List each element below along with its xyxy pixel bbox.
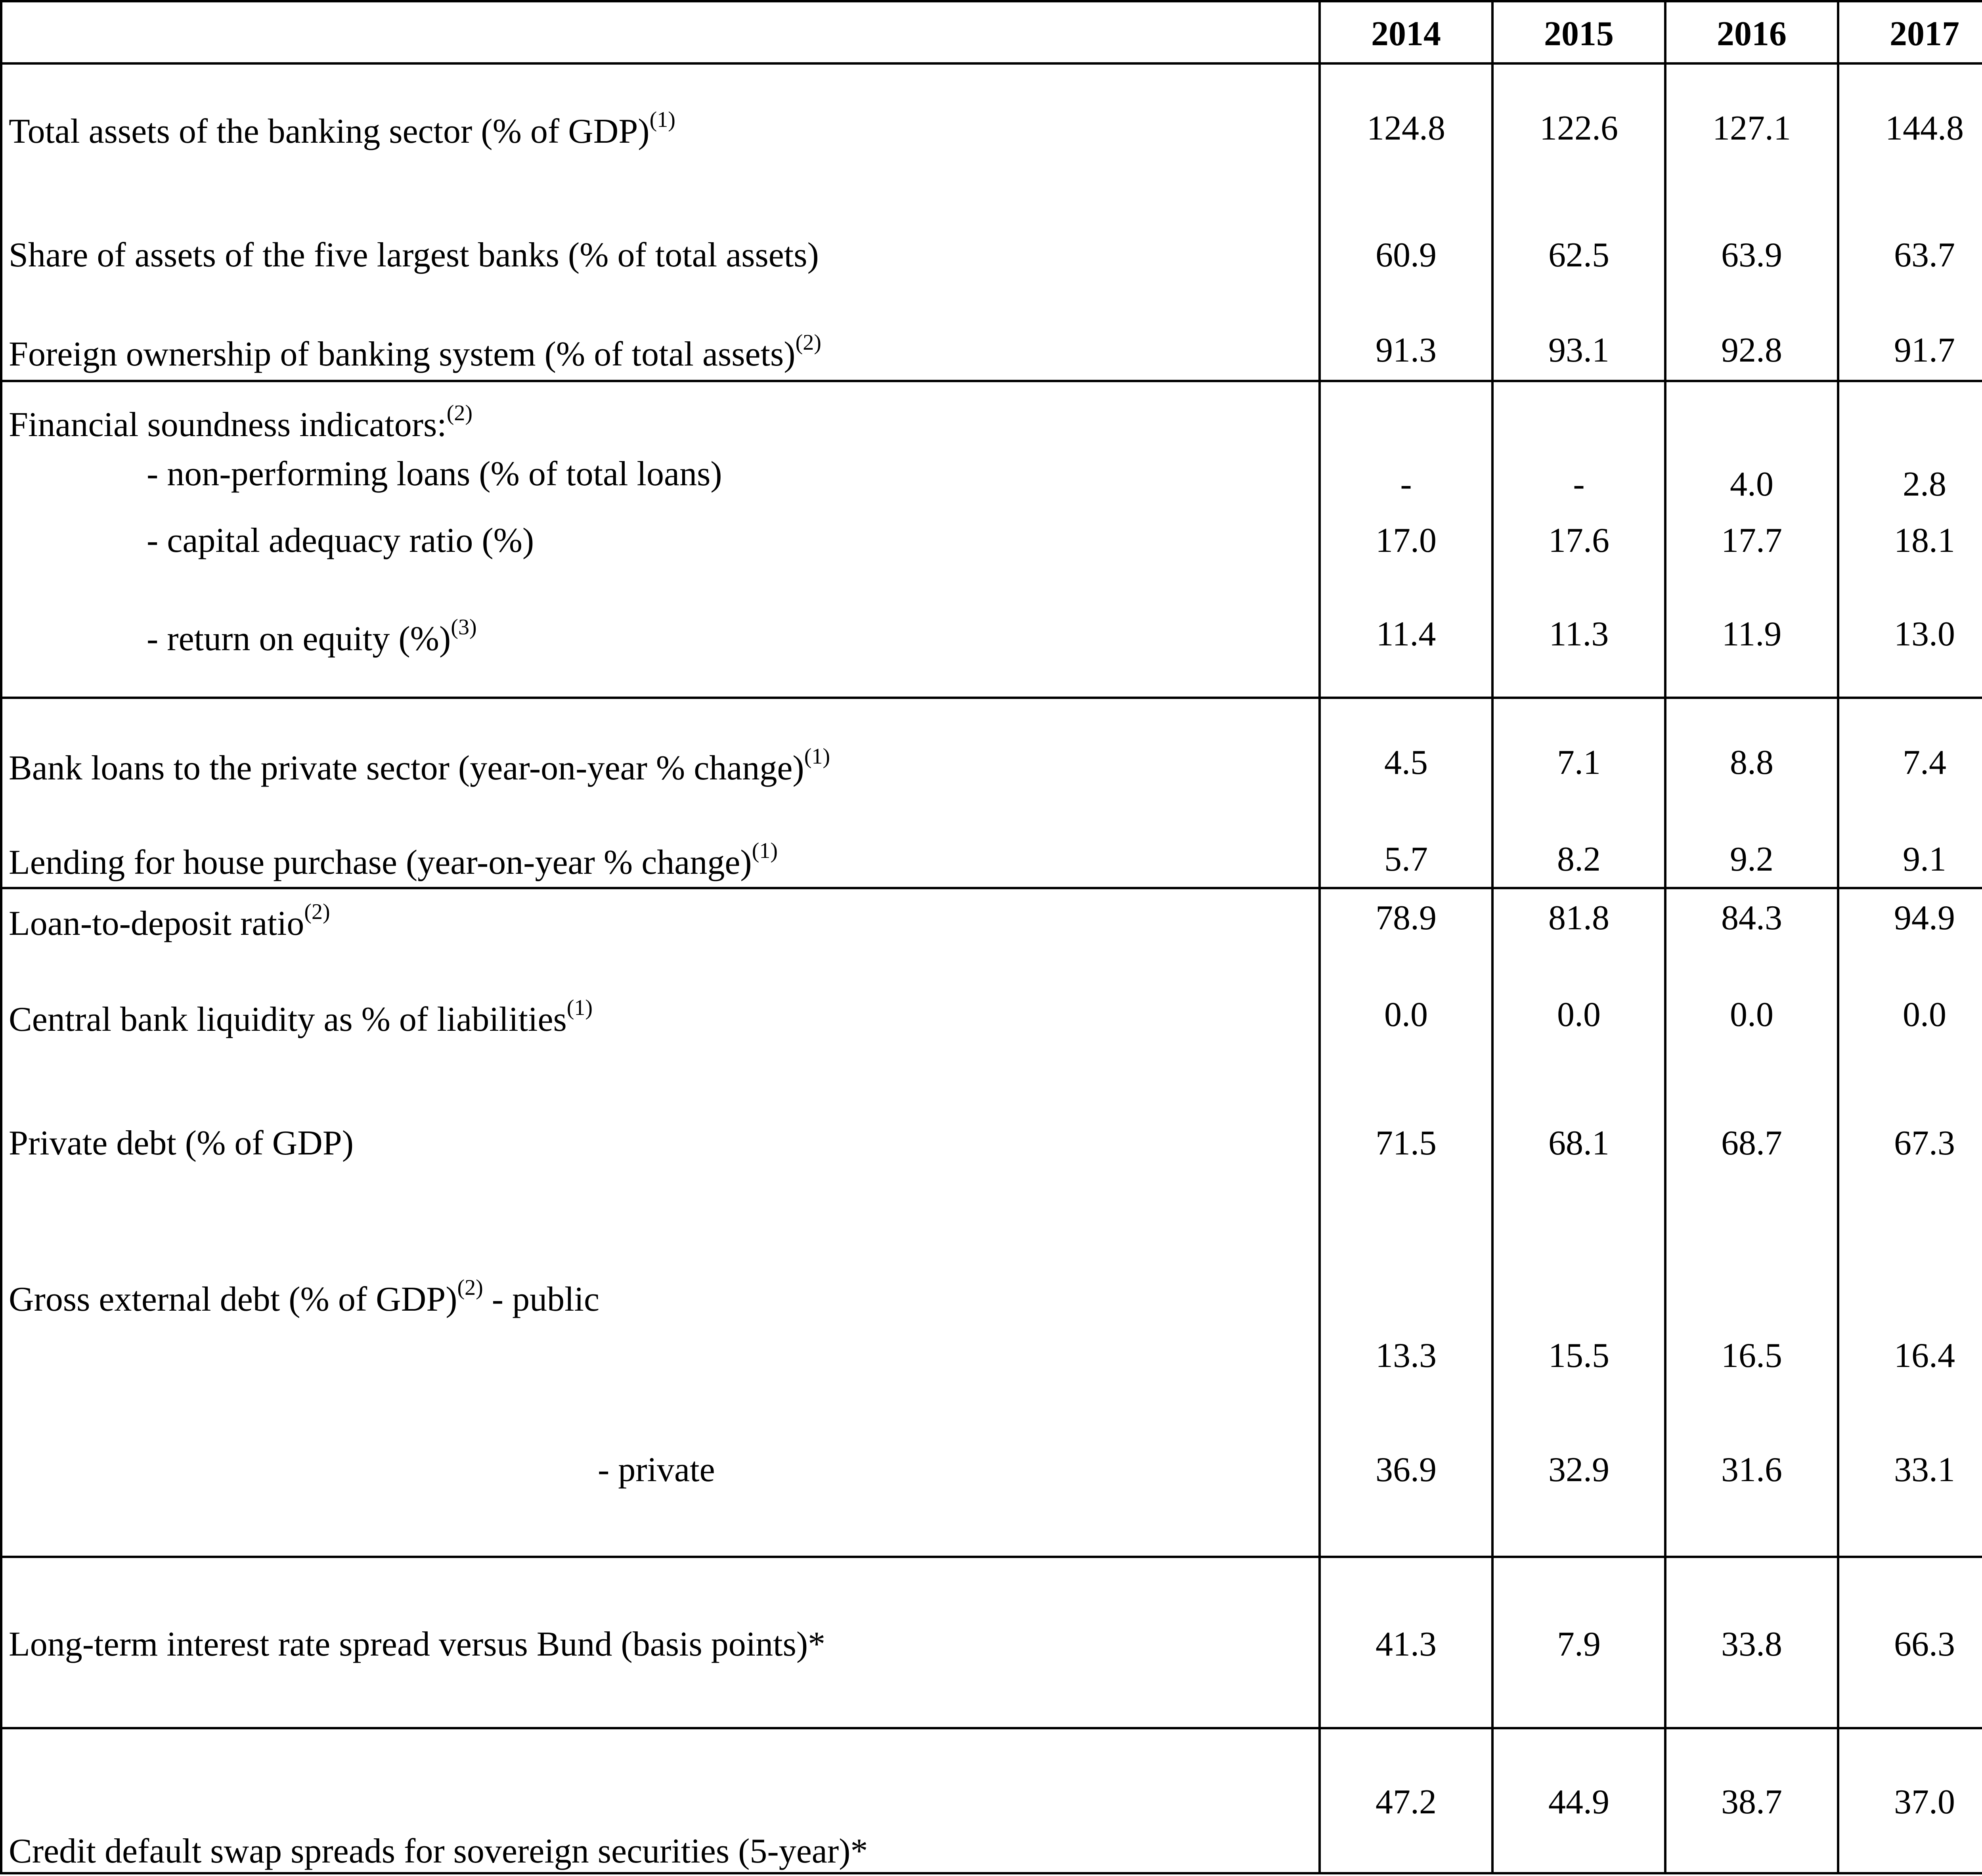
value-cell: 38.7 (1721, 1783, 1782, 1821)
row-label-text: Private debt (% of GDP) (9, 1124, 354, 1162)
value-cell: 0.0 (1903, 995, 1946, 1034)
row-label-text: Total assets of the banking sector (% of GDP) (9, 112, 650, 151)
year-header: 2015 (1544, 15, 1614, 53)
row-label-bank-loans-private (9, 744, 830, 787)
value-cell: 17.7 (1721, 521, 1782, 560)
value-cell: 93.1 (1548, 331, 1609, 369)
column-divider (1837, 0, 1839, 1874)
row-label-cds-spreads (9, 1834, 868, 1869)
row-label-text: - non-performing loans (% of total loans) (147, 455, 722, 493)
value-cell: 81.8 (1548, 899, 1609, 937)
value-cell: 41.3 (1376, 1625, 1437, 1664)
value-cell: 0.0 (1557, 995, 1601, 1034)
value-cell: 33.8 (1721, 1625, 1782, 1664)
value-cell: 17.6 (1548, 521, 1609, 560)
value-cell: 7.1 (1557, 743, 1601, 782)
value-cell: 16.4 (1894, 1336, 1955, 1375)
row-label-text: Credit default swap spreads for sovereign securities (5-year)* (9, 1832, 868, 1870)
row-label-private-debt (9, 1126, 354, 1161)
value-cell: 18.1 (1894, 521, 1955, 560)
table-border-left (0, 0, 2, 1874)
value-cell: 124.8 (1367, 109, 1445, 147)
group-divider (0, 887, 1982, 889)
value-cell: 144.8 (1885, 109, 1964, 147)
value-cell: 16.5 (1721, 1336, 1782, 1375)
value-cell: 8.2 (1557, 840, 1601, 879)
value-cell: 91.3 (1376, 331, 1437, 369)
row-label-text: Gross external debt (% of GDP) (9, 1280, 457, 1319)
value-cell: 127.1 (1712, 109, 1791, 147)
value-cell: 11.9 (1722, 615, 1782, 653)
value-cell: 4.0 (1730, 465, 1773, 503)
value-cell: 15.5 (1548, 1336, 1609, 1375)
value-cell: 7.4 (1903, 743, 1946, 782)
value-cell: 5.7 (1384, 840, 1428, 879)
row-label-gross-external-debt-public (9, 1275, 600, 1319)
value-cell: 11.4 (1376, 615, 1436, 653)
row-label-largest-banks-share (9, 238, 819, 273)
value-cell: 8.8 (1730, 743, 1773, 782)
value-cell: 32.9 (1548, 1451, 1609, 1489)
value-cell: 71.5 (1376, 1124, 1437, 1162)
value-cell: 62.5 (1548, 236, 1609, 274)
row-label-financial-soundness (9, 401, 473, 444)
row-label-text: Share of assets of the five largest banks (% of total assets) (9, 236, 819, 274)
value-cell: 7.9 (1557, 1625, 1601, 1664)
row-label-long-term-spread (9, 1627, 825, 1662)
column-divider (1491, 0, 1494, 1874)
footnote-marker: (2) (457, 1275, 483, 1300)
value-cell: 13.3 (1376, 1336, 1437, 1375)
footnote-marker: (1) (566, 995, 593, 1020)
row-label-text: Central bank liquidity as % of liabilities (9, 1000, 567, 1039)
row-label-text: - return on equity (%) (147, 620, 451, 658)
value-cell: 0.0 (1730, 995, 1773, 1034)
row-label-text: Lending for house purchase (year-on-year % change) (9, 843, 752, 882)
value-cell: 68.1 (1548, 1124, 1609, 1162)
value-cell: - (1573, 465, 1585, 503)
value-cell: 92.8 (1721, 331, 1782, 369)
value-cell: 84.3 (1721, 899, 1782, 937)
value-cell: - (1400, 465, 1412, 503)
value-cell: 78.9 (1376, 899, 1437, 937)
group-divider (0, 697, 1982, 699)
value-cell: 94.9 (1894, 899, 1955, 937)
column-divider (1318, 0, 1321, 1874)
row-label-return-on-equity (147, 615, 477, 658)
column-divider (1664, 0, 1666, 1874)
year-header: 2014 (1371, 15, 1441, 53)
row-label-text: Foreign ownership of banking system (% of total assets) (9, 335, 796, 373)
row-label-total-assets (9, 107, 675, 151)
row-label-text: Financial soundness indicators: (9, 406, 447, 444)
row-label-gross-external-debt-private (598, 1453, 715, 1487)
value-cell: 2.8 (1903, 465, 1946, 503)
row-label-capital-adequacy (147, 523, 534, 558)
value-cell: 68.7 (1721, 1124, 1782, 1162)
value-cell: 67.3 (1894, 1124, 1955, 1162)
value-cell: 9.2 (1730, 840, 1773, 879)
value-cell: 66.3 (1894, 1625, 1955, 1664)
row-label-house-purchase-lending (9, 838, 778, 882)
value-cell: 33.1 (1894, 1451, 1955, 1489)
group-divider (0, 380, 1982, 382)
row-label-text: Bank loans to the private sector (year-on-year % change) (9, 749, 804, 787)
header-divider (0, 62, 1982, 65)
row-label-foreign-ownership (9, 330, 821, 373)
row-label-loan-to-deposit (9, 900, 330, 943)
row-label-text: Long-term interest rate spread versus Bund (basis points)* (9, 1625, 826, 1664)
footnote-marker: (1) (804, 744, 830, 769)
footnote-marker: (2) (446, 401, 473, 425)
row-label-text: - capital adequacy ratio (%) (147, 521, 534, 560)
value-cell: 91.7 (1894, 331, 1955, 369)
value-cell: 9.1 (1903, 840, 1946, 879)
table-border-bottom (0, 1872, 1982, 1874)
row-label-central-bank-liquidity (9, 995, 593, 1039)
footnote-marker: (2) (304, 900, 330, 924)
value-cell: 44.9 (1548, 1783, 1609, 1821)
group-divider (0, 1556, 1982, 1558)
value-cell: 122.6 (1540, 109, 1618, 147)
row-label-suffix: - public (483, 1280, 600, 1319)
value-cell: 17.0 (1376, 521, 1437, 560)
value-cell: 31.6 (1721, 1451, 1782, 1489)
value-cell: 37.0 (1894, 1783, 1955, 1821)
footnote-marker: (3) (451, 615, 477, 639)
value-cell: 63.9 (1721, 236, 1782, 274)
year-header: 2016 (1717, 15, 1787, 53)
row-label-non-performing-loans (147, 457, 722, 492)
year-header: 2017 (1890, 15, 1959, 53)
value-cell: 47.2 (1376, 1783, 1437, 1821)
value-cell: 60.9 (1376, 236, 1437, 274)
value-cell: 13.0 (1894, 615, 1955, 653)
value-cell: 4.5 (1384, 743, 1428, 782)
footnote-marker: (1) (649, 107, 675, 132)
footnote-marker: (1) (752, 838, 778, 863)
value-cell: 36.9 (1376, 1451, 1437, 1489)
row-label-text: Loan-to-deposit ratio (9, 904, 304, 943)
value-cell: 11.3 (1549, 615, 1609, 653)
row-label-text: - private (598, 1451, 715, 1489)
value-cell: 0.0 (1384, 995, 1428, 1034)
footnote-marker: (2) (795, 330, 821, 355)
group-divider (0, 1727, 1982, 1729)
table-border-top (0, 0, 1982, 2)
value-cell: 63.7 (1894, 236, 1955, 274)
